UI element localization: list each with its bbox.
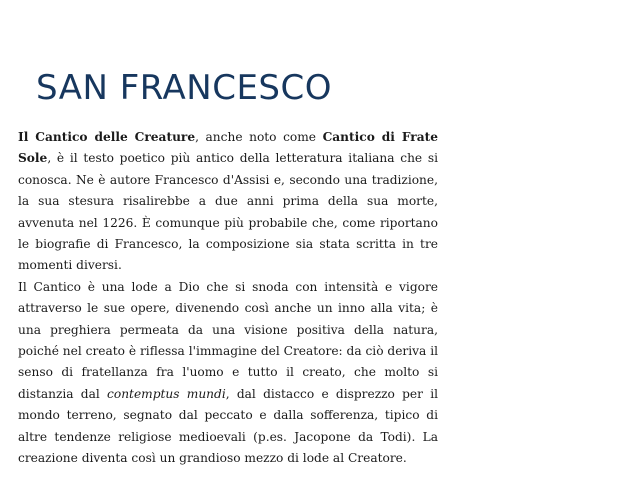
- text-segment: , anche noto come: [195, 130, 323, 144]
- paragraph-2: [18, 277, 438, 470]
- text-segment: Il Cantico è una lode a Dio che si snoda con intensità e vigore attraverso le sue opere, divenendo così anche un inno alla vita; è una preghiera permeata da una visione positiva della natura, poiché nel creato è riflessa l'immagine del Creatore: da ciò deriva il senso di fratellanza fra l'uomo e tutto il creato, che molto si distanzia dal: [18, 279, 438, 401]
- text-segment: , è il testo poetico più antico della letteratura italiana che si conosca. Ne è autore Francesco d'Assisi e, secondo una tradizione, la sua stesura risalirebbe a due anni prima della sua morte, avvenuta nel 1226. È comunque più probabile che, come riportano le biografie di Francesco, la composizione sia stata scritta in tre momenti diversi.: [18, 151, 438, 273]
- bold-title-frate-sole: Cantico di Frate Sole: [18, 130, 438, 166]
- italic-contemptus-mundi: contemptus mundi: [107, 386, 226, 401]
- text-segment: , dal distacco e disprezzo per il mondo terreno, segnato dal peccato e dalla sofferenza, tipico di altre tendenze religiose medioevali (p.es. Jacopone da Todi). La creazione diventa così un grandioso mezzo di lode al Creatore.: [18, 386, 439, 466]
- slide-body: [18, 127, 438, 470]
- bold-title-cantico: Il Cantico delle Creature: [18, 130, 196, 144]
- paragraph-1: [18, 127, 438, 277]
- slide-title: SAN FRANCESCO: [36, 68, 333, 108]
